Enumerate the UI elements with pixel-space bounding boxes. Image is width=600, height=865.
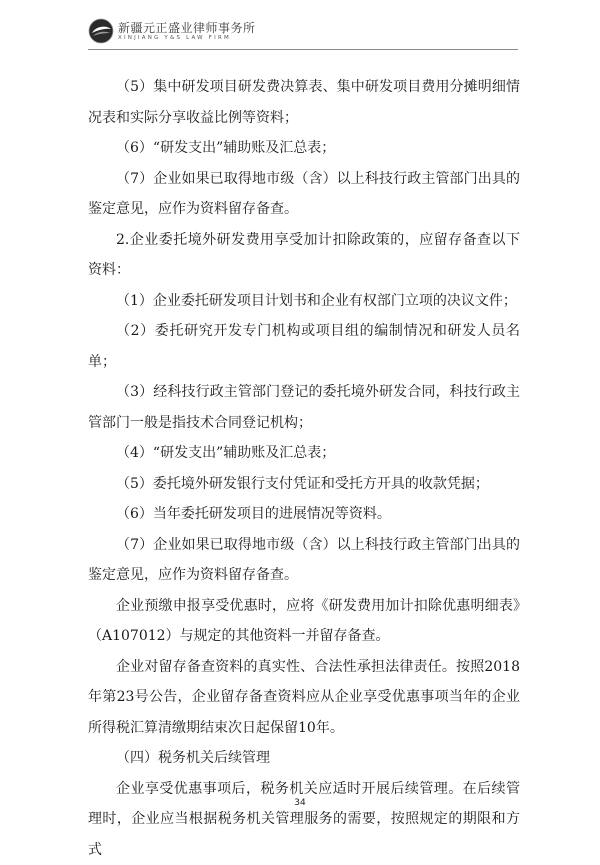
firm-name-en: XINJIANG Y&S LAW FIRM bbox=[118, 35, 231, 41]
paragraph: 企业预缴申报享受优惠时，应将《研发费用加计扣除优惠明细表》（A107012）与规定的其他资料一并留存备查。 bbox=[88, 591, 520, 652]
paragraph: （4）“研发支出”辅助账及汇总表； bbox=[88, 438, 520, 469]
paragraph: 企业对留存备查资料的真实性、合法性承担法律责任。按照2018年第23号公告，企业留存备查资料应从企业享受优惠事项当年的企业所得税汇算清缴期结束次日起保留10年。 bbox=[88, 652, 520, 744]
section-heading: （四）税务机关后续管理 bbox=[88, 743, 520, 774]
paragraph: 企业享受优惠事项后，税务机关应适时开展后续管理。在后续管理时，企业应当根据税务机关管理服务的需要，按照规定的期限和方式 bbox=[88, 774, 520, 865]
page-number: 34 bbox=[0, 798, 600, 808]
header-divider bbox=[88, 49, 518, 50]
paragraph: （6）“研发支出”辅助账及汇总表； bbox=[88, 133, 520, 164]
paragraph: （5）委托境外研发银行支付凭证和受托方开具的收款凭据； bbox=[88, 469, 520, 500]
paragraph: （5）集中研发项目研发费决算表、集中研发项目费用分摊明细情况表和实际分享收益比例等资料； bbox=[88, 72, 520, 133]
firm-name-cn: 新疆元正盛业律师事务所 bbox=[118, 19, 256, 36]
paragraph: 2.企业委托境外研发费用享受加计扣除政策的，应留存备查以下资料： bbox=[88, 225, 520, 286]
document-body bbox=[88, 72, 520, 865]
paragraph: （2）委托研究开发专门机构或项目组的编制情况和研发人员名单； bbox=[88, 316, 520, 377]
firm-logo-icon bbox=[88, 18, 114, 44]
paragraph: （1）企业委托研发项目计划书和企业有权部门立项的决议文件； bbox=[88, 286, 520, 317]
paragraph: （7）企业如果已取得地市级（含）以上科技行政主管部门出具的鉴定意见，应作为资料留存备查。 bbox=[88, 530, 520, 591]
paragraph: （3）经科技行政主管部门登记的委托境外研发合同，科技行政主管部门一般是指技术合同登记机构； bbox=[88, 377, 520, 438]
page-header bbox=[88, 18, 518, 48]
paragraph: （6）当年委托研发项目的进展情况等资料。 bbox=[88, 499, 520, 530]
paragraph: （7）企业如果已取得地市级（含）以上科技行政主管部门出具的鉴定意见，应作为资料留存备查。 bbox=[88, 164, 520, 225]
